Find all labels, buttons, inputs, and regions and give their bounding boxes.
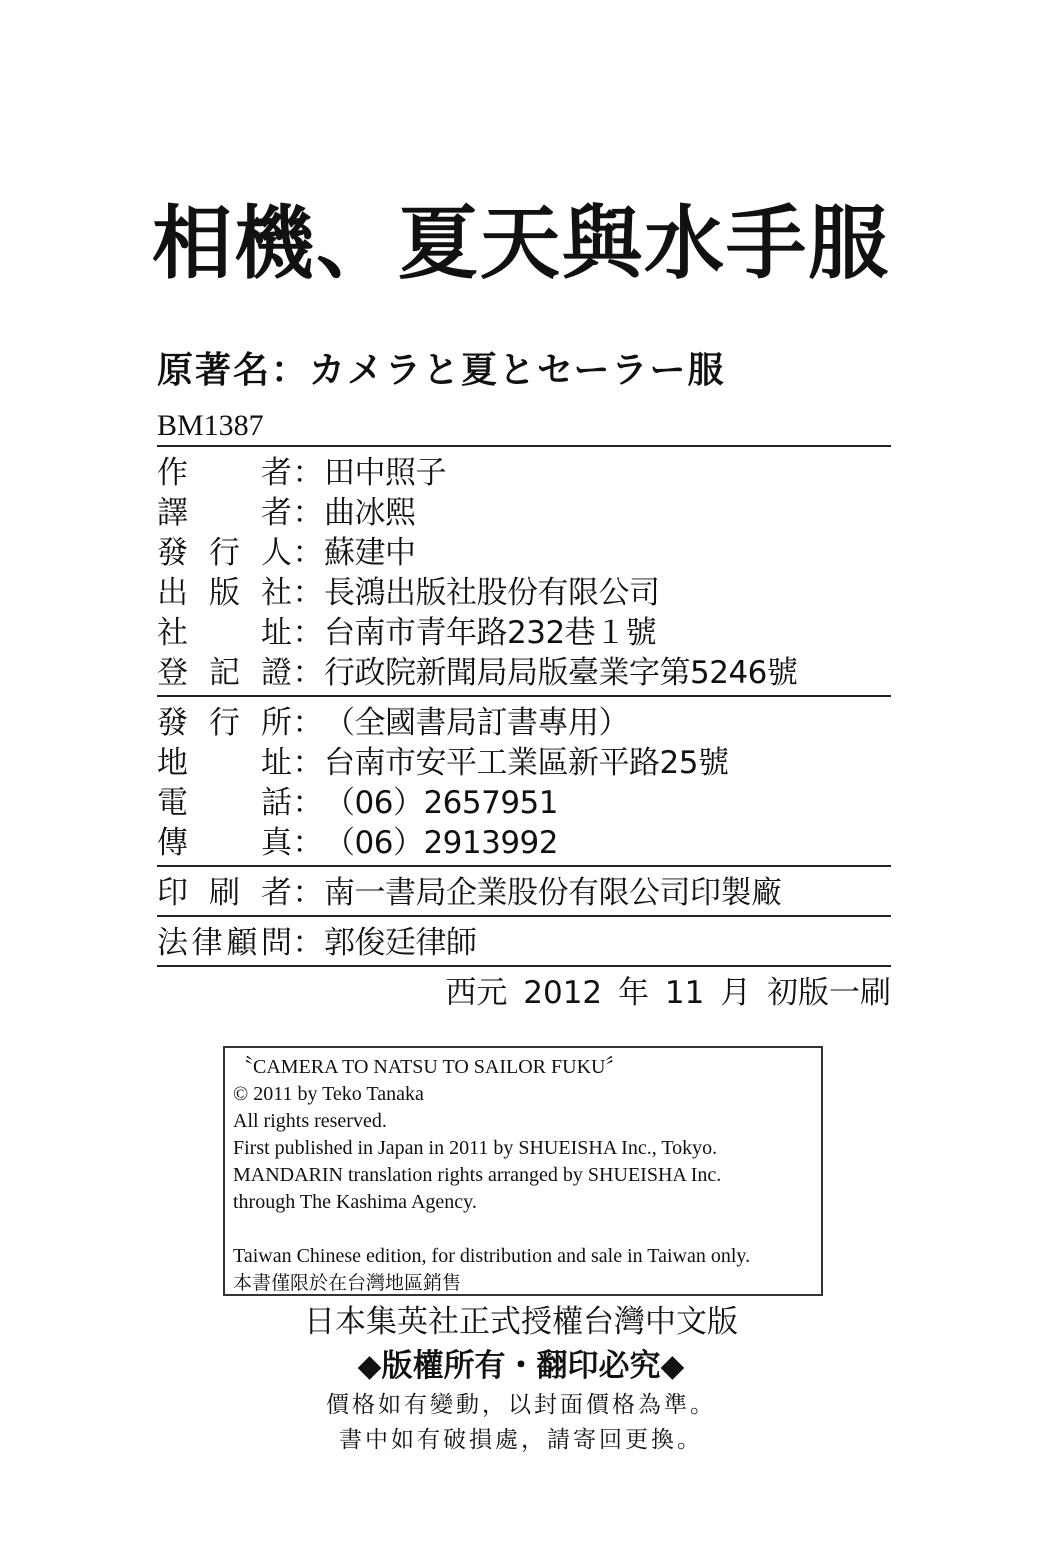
damage-note: 書中如有破損處，請寄回更換。 xyxy=(339,1427,703,1453)
label-char: 顧 xyxy=(226,925,258,961)
spacer xyxy=(233,1216,811,1243)
info-colon: ： xyxy=(292,705,324,741)
info-group xyxy=(157,445,891,695)
info-colon: ： xyxy=(292,615,324,651)
info-label xyxy=(157,573,292,613)
info-row xyxy=(157,873,891,913)
info-label xyxy=(157,873,292,913)
label-char: 作 xyxy=(157,455,188,491)
label-char: 發 xyxy=(157,705,188,741)
info-colon: ： xyxy=(292,495,324,531)
info-value: 長鴻出版社股份有限公司 xyxy=(324,575,660,611)
info-label xyxy=(157,783,292,823)
book-code: BM1387 xyxy=(157,409,264,442)
info-colon: ： xyxy=(292,535,324,571)
label-char: 話 xyxy=(261,785,292,821)
label-char: 律 xyxy=(191,925,223,961)
label-char: 刷 xyxy=(209,875,240,911)
info-row xyxy=(157,823,891,863)
info-label xyxy=(157,493,292,533)
label-char: 社 xyxy=(157,615,188,651)
info-label xyxy=(157,703,292,743)
label-char: 址 xyxy=(261,615,292,651)
info-value: 郭俊廷律師 xyxy=(324,925,477,961)
info-colon: ： xyxy=(292,875,324,911)
info-row xyxy=(157,613,891,653)
info-label xyxy=(157,823,292,863)
info-label xyxy=(157,653,292,693)
rights-line: All rights reserved. xyxy=(233,1110,387,1132)
info-group xyxy=(157,915,891,965)
info-row xyxy=(157,453,891,493)
copyright-notice: ◆版權所有・翻印必究◆ xyxy=(357,1348,685,1384)
label-char: 址 xyxy=(261,745,292,781)
rights-notice-box xyxy=(223,1046,823,1296)
info-value: （06）2657951 xyxy=(324,785,559,821)
label-char: 地 xyxy=(157,745,188,781)
info-row xyxy=(157,923,891,963)
info-value: 行政院新聞局局版臺業字第5246號 xyxy=(324,655,798,691)
info-label xyxy=(157,923,292,963)
label-char: 者 xyxy=(261,455,292,491)
info-row xyxy=(157,573,891,613)
label-char: 問 xyxy=(260,925,292,961)
rights-line: through The Kashima Agency. xyxy=(233,1191,477,1213)
info-colon: ： xyxy=(292,655,324,691)
info-colon: ： xyxy=(292,785,324,821)
info-value: 台南市安平工業區新平路25號 xyxy=(324,745,729,781)
rights-line: Taiwan Chinese edition, for distribution and sale in Taiwan only. xyxy=(233,1245,751,1267)
price-note: 價格如有變動，以封面價格為準。 xyxy=(326,1392,716,1418)
label-char: 法 xyxy=(157,925,188,961)
info-group xyxy=(157,865,891,915)
info-row xyxy=(157,493,891,533)
info-colon: ： xyxy=(292,925,324,961)
info-value: 南一書局企業股份有限公司印製廠 xyxy=(324,875,782,911)
book-title: 相機、夏天與水手服 xyxy=(152,197,890,290)
label-char: 者 xyxy=(261,495,292,531)
original-title: 原著名：カメラと夏とセーラー服 xyxy=(157,350,726,391)
label-char: 登 xyxy=(157,655,188,691)
label-char: 行 xyxy=(209,535,240,571)
info-group xyxy=(157,695,891,865)
info-label xyxy=(157,613,292,653)
rights-line: First published in Japan in 2011 by SHUEISHA Inc., Tokyo. xyxy=(233,1137,718,1159)
info-row xyxy=(157,783,891,823)
rights-line: MANDARIN translation rights arranged by SHUEISHA Inc. xyxy=(233,1164,722,1186)
info-value: （全國書局訂書專用） xyxy=(324,705,629,741)
rights-line: 〝CAMERA TO NATSU TO SAILOR FUKU〞 xyxy=(233,1056,626,1078)
publication-info xyxy=(157,445,891,1015)
info-groups xyxy=(157,445,891,965)
info-value: 曲冰熙 xyxy=(324,495,416,531)
label-char: 人 xyxy=(261,535,292,571)
info-colon: ： xyxy=(292,745,324,781)
info-colon: ： xyxy=(292,825,324,861)
info-label xyxy=(157,533,292,573)
footer xyxy=(0,1300,1042,1458)
info-row xyxy=(157,743,891,783)
info-label xyxy=(157,743,292,783)
label-char: 版 xyxy=(209,575,240,611)
label-char: 電 xyxy=(157,785,188,821)
info-row xyxy=(157,703,891,743)
edition-line: 西元 2012 年 11 月 初版一刷 xyxy=(157,965,891,1015)
label-char: 社 xyxy=(261,575,292,611)
rights-line: 本書僅限於在台灣地區銷售 xyxy=(233,1272,462,1294)
label-char: 發 xyxy=(157,535,188,571)
info-label xyxy=(157,453,292,493)
info-row xyxy=(157,653,891,693)
label-char: 者 xyxy=(261,875,292,911)
info-colon: ： xyxy=(292,455,324,491)
label-char: 傳 xyxy=(157,825,188,861)
info-value: （06）2913992 xyxy=(324,825,559,861)
info-row xyxy=(157,533,891,573)
label-char: 真 xyxy=(261,825,292,861)
label-char: 譯 xyxy=(157,495,188,531)
info-value: 台南市青年路232巷１號 xyxy=(324,615,657,651)
authorized-edition: 日本集英社正式授權台灣中文版 xyxy=(304,1304,738,1340)
label-char: 所 xyxy=(261,705,292,741)
info-value: 蘇建中 xyxy=(324,535,416,571)
label-char: 行 xyxy=(209,705,240,741)
info-colon: ： xyxy=(292,575,324,611)
label-char: 印 xyxy=(157,875,188,911)
label-char: 記 xyxy=(209,655,240,691)
info-value: 田中照子 xyxy=(324,455,446,491)
label-char: 出 xyxy=(157,575,188,611)
label-char: 證 xyxy=(261,655,292,691)
rights-line: © 2011 by Teko Tanaka xyxy=(233,1083,424,1105)
